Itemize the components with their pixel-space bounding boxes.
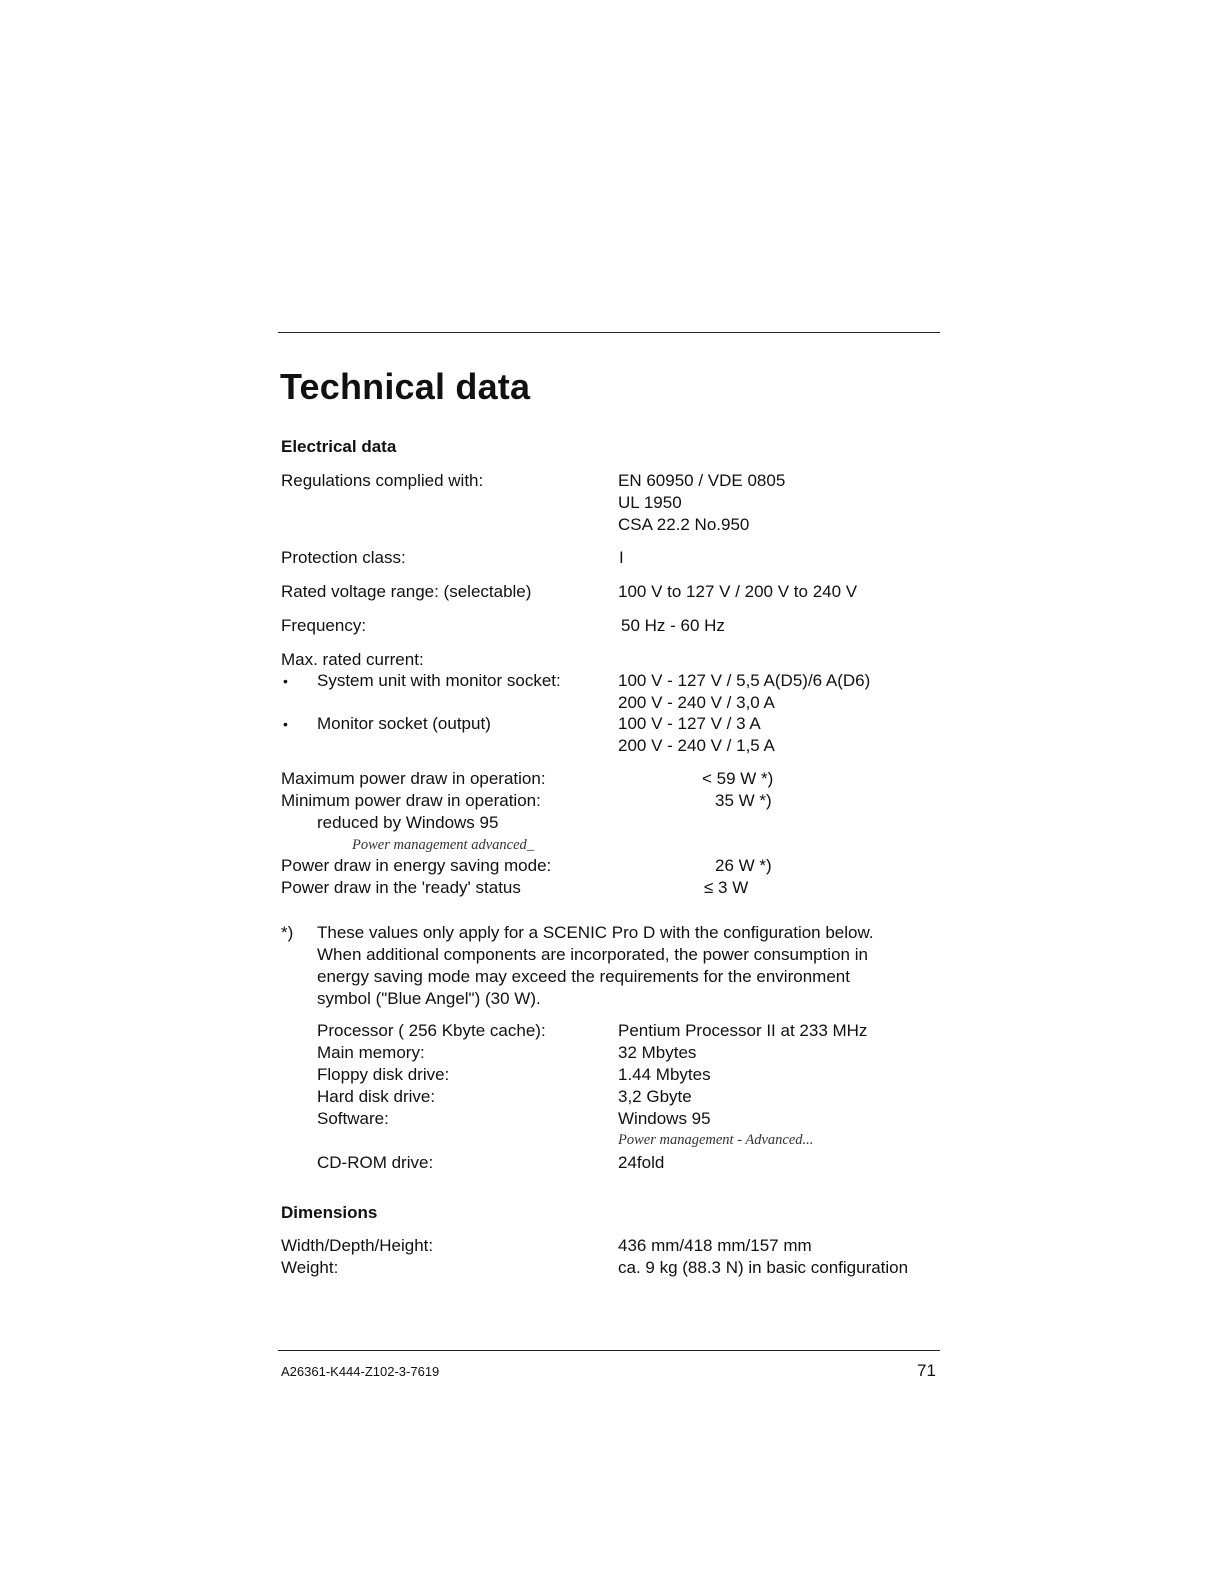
regulation-2: UL 1950 bbox=[618, 493, 682, 512]
reduced-label: reduced by Windows 95 bbox=[317, 813, 499, 832]
energy-saving-value: 26 W *) bbox=[715, 856, 772, 875]
page-number: 71 bbox=[917, 1361, 936, 1380]
max-power-value: < 59 W *) bbox=[702, 769, 774, 788]
bottom-rule bbox=[278, 1350, 940, 1351]
max-power-label: Maximum power draw in operation: bbox=[281, 769, 546, 788]
regulation-1: EN 60950 / VDE 0805 bbox=[618, 471, 786, 490]
monitor-socket-value-2: 200 V - 240 V / 1,5 A bbox=[618, 736, 775, 755]
config-value-processor: Pentium Processor II at 233 MHz bbox=[618, 1021, 868, 1040]
system-unit-value-2: 200 V - 240 V / 3,0 A bbox=[618, 693, 775, 712]
min-power-value: 35 W *) bbox=[715, 791, 772, 810]
bullet-monitor-socket: • bbox=[283, 716, 288, 732]
top-rule bbox=[278, 332, 940, 333]
max-current-label: Max. rated current: bbox=[281, 650, 424, 669]
config-label-processor: Processor ( 256 Kbyte cache): bbox=[317, 1021, 546, 1040]
footnote-marker: *) bbox=[281, 923, 294, 942]
system-unit-label: System unit with monitor socket: bbox=[317, 671, 561, 690]
config-value-floppy: 1.44 Mbytes bbox=[618, 1065, 711, 1084]
bullet-system-unit: • bbox=[283, 673, 288, 689]
footnote-line-3: energy saving mode may exceed the requirements for the environment bbox=[317, 967, 850, 986]
size-label: Width/Depth/Height: bbox=[281, 1236, 434, 1255]
config-value-cdrom: 24fold bbox=[618, 1153, 665, 1172]
config-label-software: Software: bbox=[317, 1109, 389, 1128]
weight-value: ca. 9 kg (88.3 N) in basic configuration bbox=[618, 1258, 909, 1277]
system-unit-value-1: 100 V - 127 V / 5,5 A(D5)/6 A(D6) bbox=[618, 671, 871, 690]
config-power-note: Power management - Advanced... bbox=[618, 1132, 814, 1148]
protection-label: Protection class: bbox=[281, 548, 406, 567]
regulations-label: Regulations complied with: bbox=[281, 471, 484, 490]
config-label-hdd: Hard disk drive: bbox=[317, 1087, 436, 1106]
config-value-memory: 32 Mbytes bbox=[618, 1043, 697, 1062]
voltage-value: 100 V to 127 V / 200 V to 240 V bbox=[618, 582, 858, 601]
config-label-cdrom: CD-ROM drive: bbox=[317, 1153, 434, 1172]
min-power-label: Minimum power draw in operation: bbox=[281, 791, 541, 810]
page-title: Technical data bbox=[280, 366, 531, 407]
config-label-memory: Main memory: bbox=[317, 1043, 425, 1062]
frequency-value: 50 Hz - 60 Hz bbox=[621, 616, 725, 635]
ready-value: ≤ 3 W bbox=[704, 878, 749, 897]
monitor-socket-value-1: 100 V - 127 V / 3 A bbox=[618, 714, 761, 733]
footer-code: A26361-K444-Z102-3-7619 bbox=[281, 1364, 440, 1379]
footnote-line-2: When additional components are incorporated, the power consumption in bbox=[317, 945, 868, 964]
footnote-line-4: symbol ("Blue Angel") (30 W). bbox=[317, 989, 541, 1008]
energy-saving-label: Power draw in energy saving mode: bbox=[281, 856, 552, 875]
size-value: 436 mm/418 mm/157 mm bbox=[618, 1236, 812, 1255]
config-value-software: Windows 95 bbox=[618, 1109, 711, 1128]
footnote-line-1: These values only apply for a SCENIC Pro D with the configuration below. bbox=[317, 923, 874, 942]
ready-label: Power draw in the 'ready' status bbox=[281, 878, 521, 897]
monitor-socket-label: Monitor socket (output) bbox=[317, 714, 491, 733]
config-value-hdd: 3,2 Gbyte bbox=[618, 1087, 692, 1106]
regulation-3: CSA 22.2 No.950 bbox=[618, 515, 750, 534]
power-management-note: Power management advanced_ bbox=[352, 837, 535, 853]
voltage-label: Rated voltage range: (selectable) bbox=[281, 582, 532, 601]
frequency-label: Frequency: bbox=[281, 616, 367, 635]
dimensions-heading: Dimensions bbox=[281, 1203, 378, 1222]
electrical-heading: Electrical data bbox=[281, 437, 397, 456]
config-label-floppy: Floppy disk drive: bbox=[317, 1065, 450, 1084]
protection-value: I bbox=[619, 548, 624, 567]
weight-label: Weight: bbox=[281, 1258, 339, 1277]
